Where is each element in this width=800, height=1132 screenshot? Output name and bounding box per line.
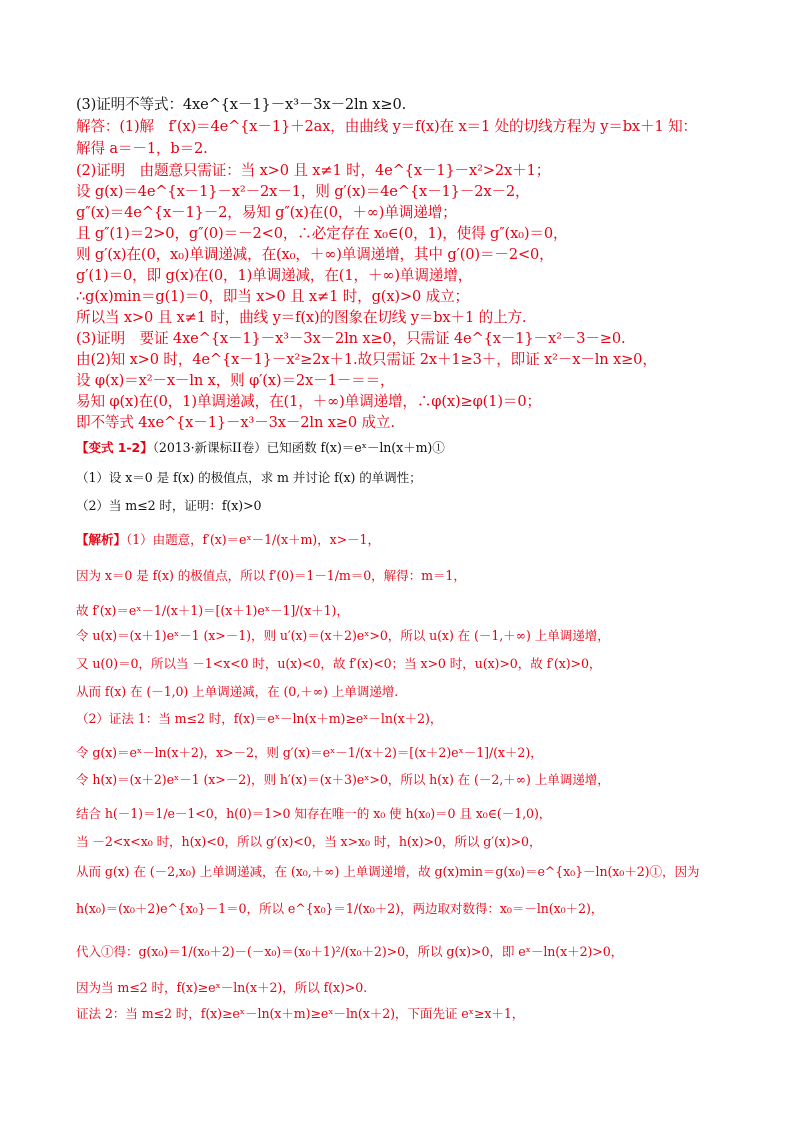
solution-line: 令 g(x)＝eˣ－ln(x＋2)，x>－2，则 g′(x)＝eˣ－1/(x＋2)＝[(x＋2)eˣ－1]/(x＋2)， [76, 745, 543, 760]
answer-line: (3)证明 要证 4xe^{x－1}－x³－3x－2ln x≥0，只需证 4e^{x－1}－x²－3－≥0. [76, 330, 626, 347]
answer-line: g″(x)＝4e^{x－1}－2，易知 g″(x)在(0，＋∞)单调递增； [76, 204, 457, 221]
answer-line: 则 g′(x)在(0，x₀)单调递减，在(x₀，＋∞)单调递增，其中 g′(0)＝－2<0， [76, 246, 554, 263]
solution-line: 因为当 m≤2 时，f(x)≥eˣ－ln(x＋2)，所以 f(x)>0. [76, 980, 368, 995]
variant-heading [76, 440, 760, 456]
solution-tag: 【解析】 [76, 532, 126, 547]
solution-line: 结合 h(－1)＝1/e－1<0，h(0)＝1>0 知存在唯一的 x₀ 使 h(x₀)＝0 且 x₀∈(－1,0)， [76, 806, 552, 821]
answer-line: 解答：(1)解 f′(x)＝4e^{x－1}＋2ax，由曲线 y＝f(x)在 x＝1 处的切线方程为 y＝bx＋1 知： [76, 118, 697, 135]
solution-line: 令 u(x)＝(x＋1)eˣ－1 (x>－1)，则 u′(x)＝(x＋2)eˣ>0，所以 u(x) 在 (－1,＋∞) 上单调递增， [76, 628, 610, 643]
answer-line: 设 g(x)＝4e^{x－1}－x²－2x－1，则 g′(x)＝4e^{x－1}－2x－2， [76, 183, 530, 200]
answer-line: g′(1)＝0，即 g(x)在(0，1)单调递减，在(1，＋∞)单调递增， [76, 267, 473, 284]
solution-line: 代入①得：g(x₀)＝1/(x₀＋2)－(－x₀)＝(x₀＋1)²/(x₀＋2)>0，所以 g(x)>0，即 eˣ－ln(x＋2)>0， [76, 944, 624, 959]
solution-line: 证法 2：当 m≤2 时，f(x)≥eˣ－ln(x＋m)≥eˣ－ln(x＋2)，下面先证 eˣ≥x＋1， [76, 1006, 525, 1021]
solution-line: （2）证法 1：当 m≤2 时，f(x)＝eˣ－ln(x＋m)≥eˣ－ln(x＋2)， [76, 711, 443, 726]
answer-line: 易知 φ(x)在(0，1)单调递减，在(1，＋∞)单调递增，∴φ(x)≥φ(1)＝0； [76, 393, 541, 410]
variant-intro: （2013·新课标II卷）已知函数 f(x)＝eˣ－ln(x＋m)① [152, 440, 445, 455]
variant-question-1: （1）设 x＝0 是 f(x) 的极值点，求 m 并讨论 f(x) 的单调性； [76, 470, 422, 485]
variant-tag: 【变式 1-2】 [76, 440, 153, 455]
answer-line: 解得 a＝－1，b＝2. [76, 140, 208, 157]
solution-line-1 [76, 532, 760, 548]
solution-text: （1）由题意，f′(x)＝eˣ－1/(x＋m)，x>－1， [125, 532, 380, 547]
answer-line: 设 φ(x)＝x²－x－ln x，则 φ′(x)＝2x－1－＝＝， [76, 372, 395, 389]
variant-question-2: （2）当 m≤2 时，证明：f(x)>0 [76, 498, 262, 513]
solution-line: 令 h(x)＝(x＋2)eˣ－1 (x>－2)，则 h′(x)＝(x＋3)eˣ>0，所以 h(x) 在 (－2,＋∞) 上单调递增， [76, 772, 610, 787]
answer-line: 且 g″(1)＝2>0，g″(0)＝－2<0，∴必定存在 x₀∈(0，1)，使得 g″(x₀)＝0， [76, 225, 568, 242]
solution-line: 故 f′(x)＝eˣ－1/(x＋1)＝[(x＋1)eˣ－1]/(x＋1)， [76, 603, 349, 618]
solution-line: h(x₀)＝(x₀＋2)e^{x₀}－1＝0，所以 e^{x₀}＝1/(x₀＋2)，两边取对数得：x₀＝－ln(x₀＋2)， [76, 901, 604, 916]
answer-line: 由(2)知 x>0 时，4e^{x－1}－x²≥2x＋1.故只需证 2x＋1≥3＋，即证 x²－x－ln x≥0， [76, 351, 657, 368]
solution-line: 当 －2<x<x₀ 时，h(x)<0，所以 g′(x)<0，当 x>x₀ 时，h(x)>0，所以 g′(x)>0， [76, 834, 542, 849]
solution-line: 从而 g(x) 在 (－2,x₀) 上单调递减，在 (x₀,＋∞) 上单调递增，故 g(x)min＝g(x₀)＝e^{x₀}－ln(x₀＋2)①，因为 [76, 864, 700, 879]
answer-line: 所以当 x>0 且 x≠1 时，曲线 y＝f(x)的图象在切线 y＝bx＋1 的上方. [76, 309, 527, 326]
answer-line: (2)证明 由题意只需证：当 x>0 且 x≠1 时，4e^{x－1}－x²>2x＋1； [76, 162, 551, 179]
answer-line: ∴g(x)min＝g(1)＝0，即当 x>0 且 x≠1 时，g(x)>0 成立； [76, 288, 469, 305]
solution-line: 又 u(0)＝0，所以当 －1<x<0 时，u(x)<0，故 f′(x)<0；当 x>0 时，u(x)>0，故 f′(x)>0， [76, 656, 602, 671]
answer-line: 即不等式 4xe^{x－1}－x³－3x－2ln x≥0 成立. [76, 414, 395, 431]
solution-line: 从而 f(x) 在 (－1,0) 上单调递减，在 (0,＋∞) 上单调递增. [76, 684, 399, 699]
solution-line: 因为 x＝0 是 f(x) 的极值点，所以 f′(0)＝1－1/m＝0，解得：m＝1， [76, 568, 466, 583]
problem-statement-line: (3)证明不等式：4xe^{x－1}－x³－3x－2ln x≥0. [76, 96, 407, 113]
